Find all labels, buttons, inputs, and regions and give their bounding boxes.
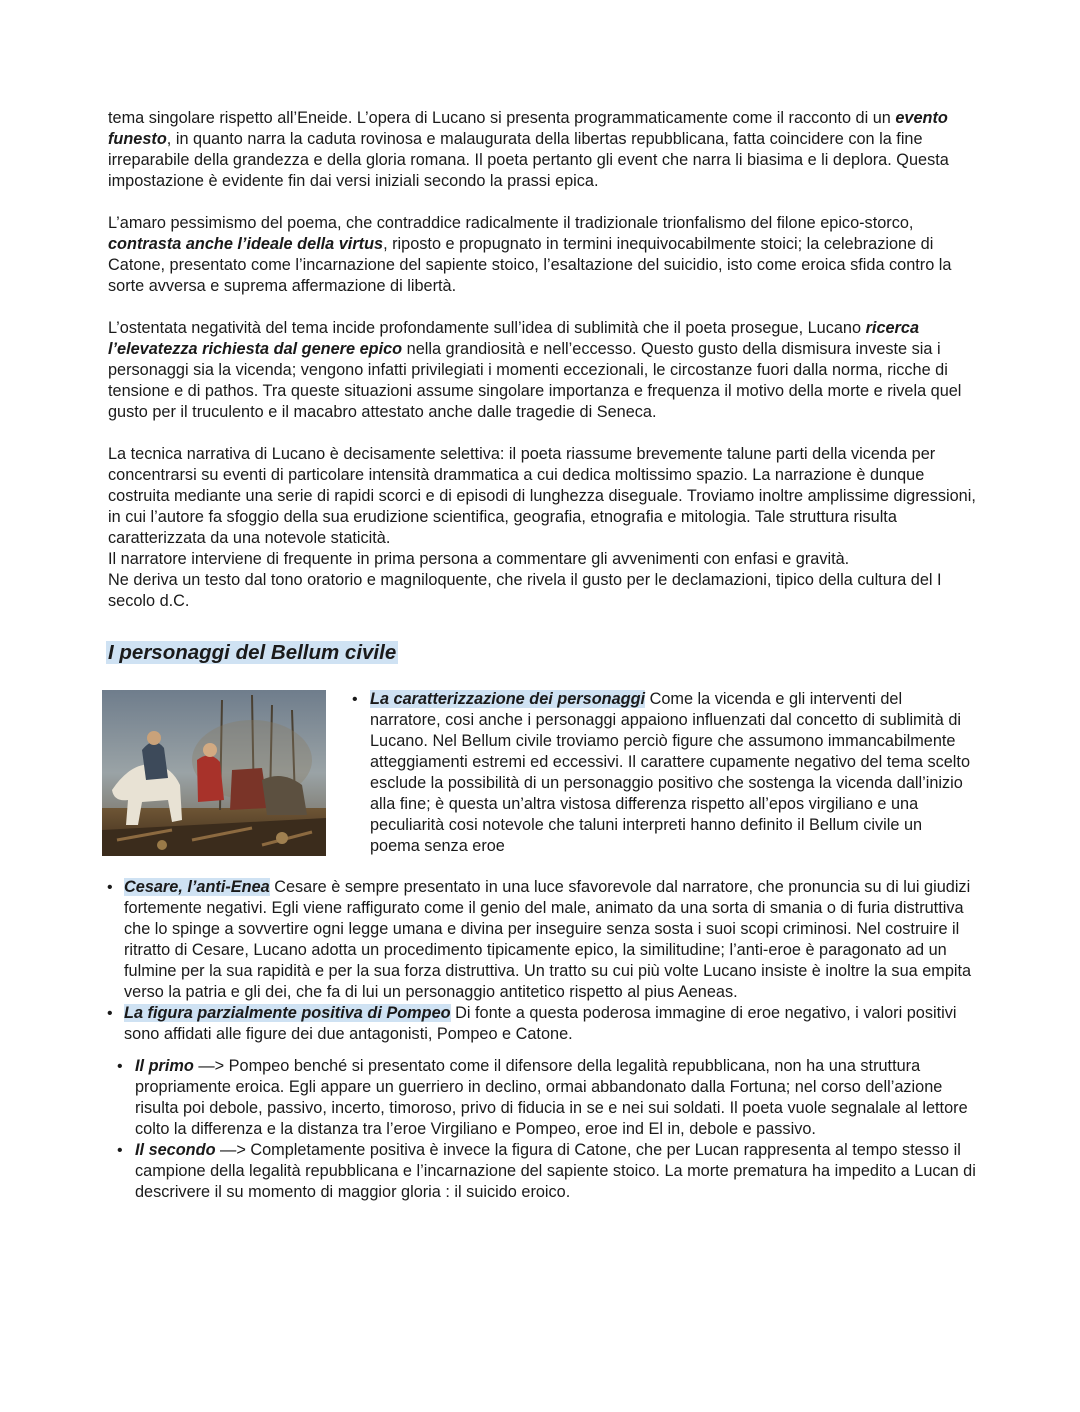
bullet-text: Come la vicenda e gli interventi del narratore, cosi anche i personaggi appaiono influenzati dal concetto di sublimità di Lucano. Nel Bellum civile troviamo perciò figure che assumono immancabilmente atteggiamenti estremi ed eccessivi. Il carattere cupamente negativo del tema scelto esclude la possibilità di un personaggio positivo che sostenga la vicenda dall’inizio alla fine; è questa un’altra vistosa differenza rispetto all’epos virgiliano e una peculiarità cosi notevole che taluni interpreti hanno definito il Bellum civile un poema senza eroe: [370, 690, 970, 855]
figure-row: [108, 689, 976, 877]
emphasis-text: evento funesto: [108, 109, 948, 148]
section-heading-text: I personaggi del Bellum civile: [108, 641, 397, 664]
paragraph-text: , riposto e propugnato in termini inequivocabilmente stoici; la celebrazione di Catone, presentato come l’incarnazione del sapiente stoico, l’esaltazione del suicidio, isto come eroica sfida contro la sorte avversa e suprema affermazione di libertà.: [108, 235, 952, 295]
paragraph-text: Il narratore interviene di frequente in prima persona a commentare gli avvenimenti con enfasi e gravità.: [108, 550, 850, 568]
bullet-label: La figura parzialmente positiva di Pompeo: [124, 1004, 451, 1022]
paragraph-4: [108, 444, 976, 612]
paragraph-text: , in quanto narra la caduta rovinosa e malaugurata della libertas repubblicana, fatta coincidere con la fine irreparabile della grandezza e della gloria romana. Il poeta pertanto gli event che narra li biasima e li deplora. Questa impostazione è evidente fin dai versi iniziali secondo la prassi epica.: [108, 130, 949, 190]
bullet-characterization: [352, 689, 972, 857]
bullet-list: [108, 877, 976, 1045]
bullet-label: La caratterizzazione dei personaggi: [370, 690, 646, 708]
sub-bullet-list: [117, 1056, 976, 1203]
bullet-text: Di fonte a questa poderosa immagine di eroe negativo, i valori positivi sono affidati alle figure dei due antagonisti, Pompeo e Catone.: [124, 1004, 957, 1043]
paragraph-text: L’amaro pessimismo del poema, che contraddice radicalmente il tradizionale trionfalismo del filone epico-storco,: [108, 214, 914, 232]
bullet-label: Cesare, l’anti-Enea: [124, 878, 270, 896]
paragraph-text: nella grandiosità e nell’eccesso. Questo gusto della dismisura investe sia i personaggi sia la vicenda; vengono infatti privilegiati i momenti eccezionali, le circostanze fuori dalla norma, ricche di tensione e di pathos. Tra queste situazioni assume singolare importanza e frequenza il motivo della morte e rivela quel gusto per il truculento e il macabro attestato anche dalle tragedie di Seneca.: [108, 340, 962, 421]
bullet-pompeo: [107, 1003, 976, 1045]
paragraph-2: [108, 213, 976, 297]
painting-image: [102, 690, 326, 856]
bullet-text: Cesare è sempre presentato in una luce sfavorevole dal narratore, che pronuncia su di lui giudizi fortemente negativi. Egli viene raffigurato come il genio del male, animato da una sorta di smania o di furia distruttiva che lo spinge a sovvertire ogni legge umana e divina per inseguire senza sosta i suoi scopi criminosi. Nel costruire il ritratto di Cesare, Lucano adotta un procedimento tipicamente epico, la similitudine; l’anti-eroe è paragonato ad un fulmine per la sua rapidità e per la sua forza distruttiva. Un tratto su cui più volte Lucano insiste è inoltre la sua empita verso la patria e gli dei, che fa di lui un personaggio antitetico rispetto al pius Aeneas.: [124, 878, 972, 1001]
document-page: [108, 108, 976, 1203]
sub-bullet-primo: [117, 1056, 976, 1140]
paragraph-3: [108, 318, 976, 423]
sub-bullet-label: Il secondo: [135, 1141, 216, 1159]
sub-bullet-secondo: [117, 1140, 976, 1203]
emphasis-text: ricerca l’elevatezza richiesta dal genere epico: [108, 319, 919, 358]
paragraph-1: [108, 108, 976, 192]
paragraph-text: L’ostentata negatività del tema incide profondamente sull’idea di sublimità che il poeta prosegue, Lucano: [108, 319, 866, 337]
sub-bullet-label: Il primo: [135, 1057, 194, 1075]
sub-bullet-text: —> Completamente positiva è invece la figura di Catone, che per Lucan rappresenta al tempo stesso il campione della legalità repubblicana e l’incarnazione del sapiente stoico. La morte prematura ha impedito a Lucan di descrivere il su momento di maggior gloria : il suicido eroico.: [135, 1141, 976, 1201]
emphasis-text: contrasta anche l’ideale della virtus: [108, 235, 384, 253]
paragraph-text: La tecnica narrativa di Lucano è decisamente selettiva: il poeta riassume brevemente talune parti della vicenda per concentrarsi su eventi di particolare intensità drammatica a cui dedica moltissimo spazio. La narrazione è dunque costruita mediante una serie di rapidi scorci e di episodi di lunghezza diseguale. Troviamo inoltre amplissime digressioni, in cui l’autore fa sfoggio della sua erudizione scientifica, geografia, etnografia e mitologia. Tale struttura risulta caratterizzata da una notevole staticità.: [108, 445, 976, 547]
paragraph-text: Ne deriva un testo dal tono oratorio e magniloquente, che rivela il gusto per le declamazioni, tipico della cultura del I secolo d.C.: [108, 571, 942, 610]
paragraph-text: tema singolare rispetto all’Eneide. L’opera di Lucano si presenta programmaticamente come il racconto di un: [108, 109, 896, 127]
bullet-cesare: [107, 877, 976, 1003]
sub-bullet-text: —> Pompeo benché si presentato come il difensore della legalità repubblicana, non ha una struttura propriamente eroica. Egli appare un guerriero in declino, ormai abbandonato dalla Fortuna; nel corso dell’azione risulta poi debole, passivo, incerto, timoroso, privo di fiducia in se e nei sui soldati. Il poeta vuole segnalale al lettore colto la differenza e la distanza tra l’eroe Virgiliano e Pompeo, eroe ind El in, debole e passivo.: [135, 1057, 968, 1138]
section-heading: [106, 640, 976, 666]
